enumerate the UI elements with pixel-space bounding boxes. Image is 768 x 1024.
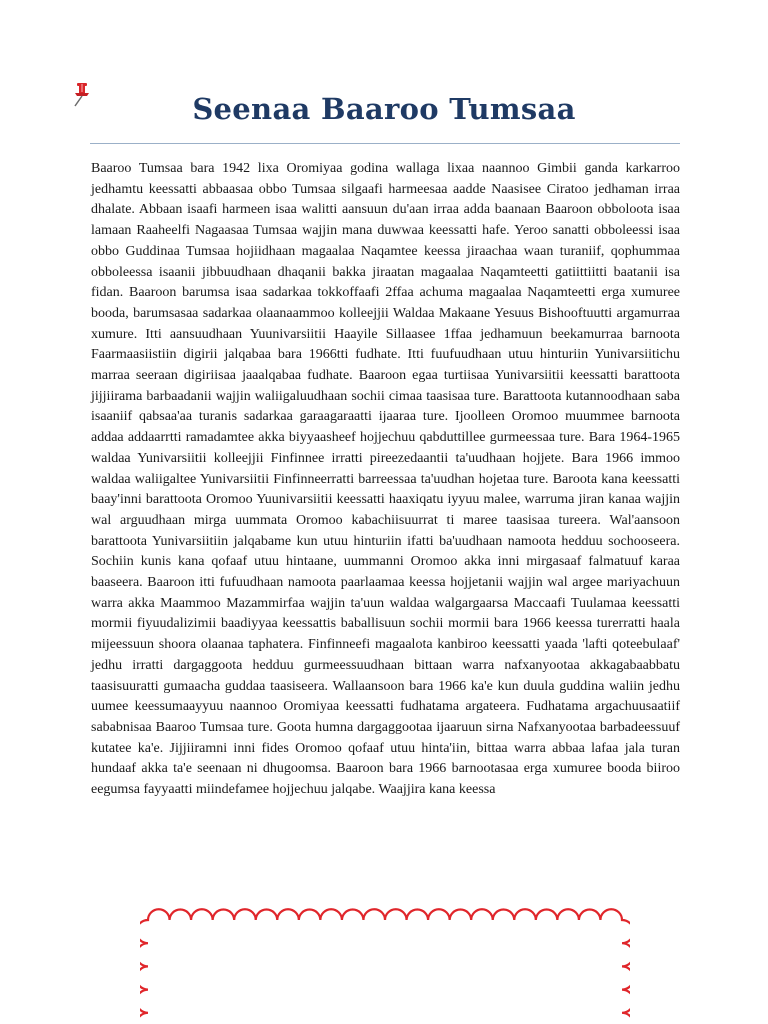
page-title: Seenaa Baaroo Tumsaa <box>192 92 576 126</box>
scalloped-frame <box>140 906 630 1024</box>
body-paragraph: Baaroo Tumsaa bara 1942 lixa Oromiyaa godina wallaga lixaa naannoo Gimbii ganda karkarroo jedhamtu keessatti abbaasaa obbo Tumsaa silgaafi harmeesaa aadde Naasisee Ciratoo jedhaman irraa dhalate. Abbaan isaafi harmeen isaa walitti aansuun du'aan irraa adda baanaan Baaroon obboloota isaa lamaan Raaheelfi Nagaasaa Tumsaa wajjin mana duwwaa keessatti hafe. Yeroo sanatti obboleessi isaa obbo Guddinaa Tumsaa hojiidhaan magaalaa Naqamtee keessa jiraachaa waan turaniif, qophummaa obboleessa isaanii jibbuudhaan dhaqanii bakka jiraatan magaalaa Naqamteetti gatiittiitti baatanii isa fidan. Baaroon barumsa isaa sadarkaa tokkoffaafi 2ffaa achuma magaalaa Naqamteetti erga xumuree booda, barumsasaa sadarkaa olaanaammoo kolleejjii Waldaa Makaane Yesuus Bishooftuutti argamurraa xumure. Itti aansuudhaan Yuunivarsiitii Haayile Sillaasee 1ffaa jedhamuun beekamurraa barnoota Faarmaasiistiin digirii jalqabaa bara 1966tti fudhate. Itti fuufuudhaan utuu hinturiin Yunivarsiitichu marraa seeraan digiriisaa jaaalqabaa fudhate. Baaroon egaa turtiisaa Yunivarsiitii keessatti barattoota jijjiirama barbaadanii wajjin waliigaluudhaan sochii cimaa taasisaa ture. Barattoota kutannoodhaan saba isaaniif qabsaa'aa turanis sadarkaa garaagaraatti ijaaraa ture. Ijoolleen Oromoo muummee barnoota addaa addaarrtti ramadamtee akka biyyaasheef hojjechuu qabduttillee gurmeessaa ture. Bara 1964-1965 waldaa Yunivarsiitii kolleejjii Finfinnee irratti pireezedaantii ta'uudhaan hojjete. Bara 1966 immoo waldaa waliigaltee Yunivarsiitii Finfinneerratti barreessaa ta'uudhan hojetaa ture. Baroota kana keessatti baay'inni barattoota Oromoo Yuunivarsiitii keessatti haaxiqatu iyyuu malee, warruma jiran kanaa wajjin wal arguudhaan mirga uummata Oromoo kabachiisuurrat ti maree taasisaa tureera. Wal'aansoon barattoota Yunivarsiitiin jalqabame kun utuu hinturiin ifatti ba'uudhaan namoota hedduu sochooseera. Sochiin kunis kana qofaaf utuu hintaane, uummanni Oromoo akka inni mirgasaaf falmatuuf karaa baaseera. Baaroon itti fufuudhaan namoota paarlaamaa keessa hojjetanii wajjin wal argee mariyachuun warra akka Maammoo Mazammirfaa wajjin ta'uun waldaa walgargaarsa Maccaafi Tuulamaa keessatti mormii fiyuudalizimii baadiyyaa keessattis baballisuun sochii mormii bara 1966 keessa turerratti haala mijeessuun shoora olaanaa taphatera. Finfinneefi magaalota kanbiroo keessatti yaada 'lafti qoteebulaaf' jedhu irratti dargaggoota hedduu gurmeessuudhaan bittaan warra nafxanyootaa akkagabaabbatu taasisuuratti gumaacha guddaa taasiseera. Wallaansoon bara 1966 ka'e kun duula guddina waliin jedhu uumee keessumaayyuu naannoo Oromiyaa keessatti fudhatama argateera. Fudhatama argachuusaatiif sababnisaa Baaroo Tumsaa ture. Goota humna dargaggootaa ijaaruun sirna Nafxanyootaa barbadeessuuf kutatee ka'e. Jijjiiramni inni fides Oromoo qofaaf utuu hinta'iin, bittaa warra abbaa lafaa jala turan hundaaf akka ta'e seenaan ni dhugoomsa. Baaroon bara 1966 barnootasaa erga xumuree booda biiroo eegumsa fayyaatti miindefamee hojjechuu jalqabe. Waajjira kana keessa <box>91 161 680 798</box>
title-divider <box>90 143 680 144</box>
